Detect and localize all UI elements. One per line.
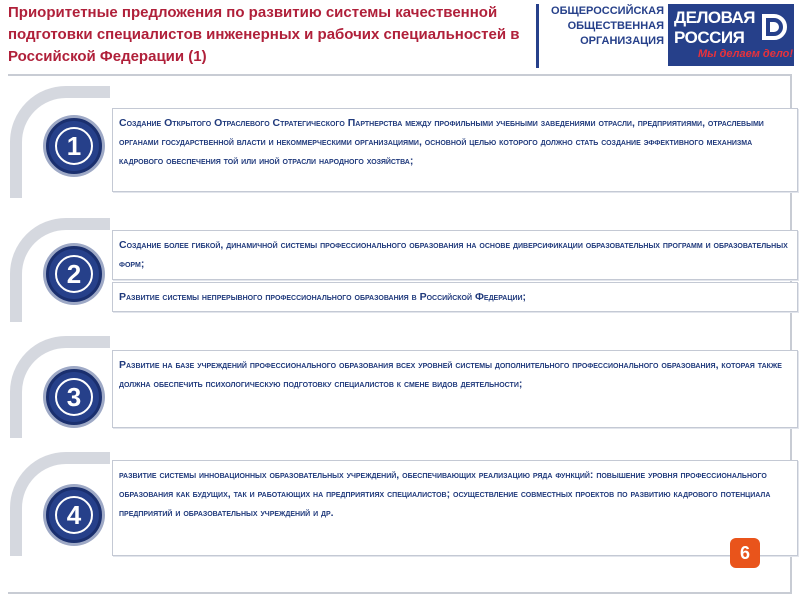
brand-slogan: Мы делаем дело! (698, 48, 794, 60)
proposal-text: Создание Открытого Отраслевого Стратегического Партнерства между профильными учебными заведениями отрасли, предприятиями, отраслевыми органами государственной власти и некоммерческими организациями, основной целью которого должно стать создание эффективного механизма кадрового обеспечения той или иной отрасли народного хозяйства; (112, 108, 798, 192)
proposal-text: Создание более гибкой, динамичной системы профессионального образования на основе диверсификации образовательных программ и образовательных форм; (112, 230, 798, 280)
page-number-badge: 6 (730, 538, 760, 568)
org-caption-line: ОРГАНИЗАЦИЯ (580, 35, 664, 47)
proposal-block-3 (10, 336, 790, 444)
proposal-number: 1 (55, 127, 93, 165)
proposal-block-4 (10, 452, 790, 562)
brand-name (674, 8, 755, 48)
proposal-number: 4 (55, 496, 93, 534)
frame-bottom-rule (8, 592, 792, 594)
frame-top-rule (8, 74, 792, 76)
slide-title: Приоритетные предложения по развитию системы качественной подготовки специалистов инженерных и рабочих специальностей в Российской Федерации (1) (8, 4, 520, 65)
proposal-block-1 (10, 86, 790, 204)
proposal-text: Развитие на базе учреждений профессионального образования всех уровней системы дополнительного профессионального образования, которая также должна обеспечить психологическую подготовку специалистов к смене видов деятельности; (112, 350, 798, 428)
brand-name-line: ДЕЛОВАЯ (674, 8, 756, 27)
brand-name-line: РОССИЯ (674, 28, 745, 47)
proposal-text: развитие системы инновационных образовательных учреждений, обеспечивающих реализацию ряда функций: повышение уровня профессионального образования как будущих, так и работающих на предприятиях специалистов; осуществление совместных проектов по развитию кадрового потенциала предприятий и образовательных учреждений и др. (112, 460, 798, 556)
proposal-number-badge (46, 246, 102, 302)
organization-logo (546, 2, 796, 68)
org-caption (546, 4, 664, 49)
slide-header (0, 0, 800, 72)
proposal-number-badge (46, 118, 102, 174)
brand-box (668, 4, 794, 66)
brand-mark-icon (760, 12, 790, 42)
org-caption-line: ОБЩЕСТВЕННАЯ (567, 20, 664, 32)
proposal-block-2 (10, 218, 790, 328)
header-divider (536, 4, 539, 68)
proposal-number: 3 (55, 378, 93, 416)
proposal-number-badge (46, 369, 102, 425)
proposal-number: 2 (55, 255, 93, 293)
proposal-number-badge (46, 487, 102, 543)
proposal-text: Развитие системы непрерывного профессионального образования в Российской Федерации; (112, 282, 798, 312)
org-caption-line: ОБЩЕРОССИЙСКАЯ (551, 5, 664, 17)
